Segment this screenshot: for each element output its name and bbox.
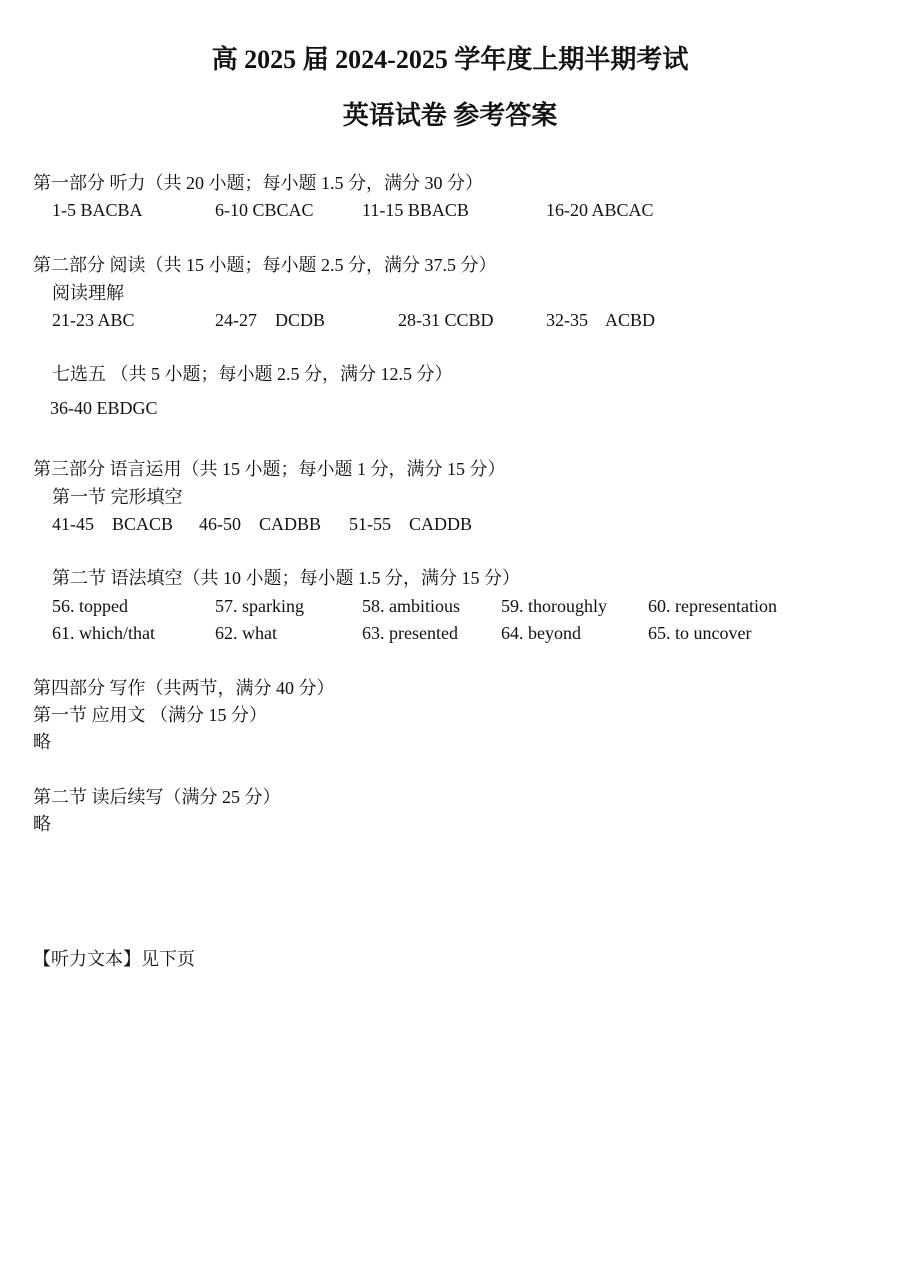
grammar-label: 第二节 语法填空（共 10 小题；每小题 1.5 分，满分 15 分） <box>52 568 520 588</box>
part4-heading: 第四部分 写作（共两节，满分 40 分） <box>33 678 335 698</box>
cloze-answer-1: 41-45 BCACB <box>52 514 174 534</box>
grammar-answer-63: 63. presented <box>362 623 458 643</box>
part1-answer-1: 1-5 BACBA <box>52 200 143 220</box>
cloze-answer-3: 51-55 CADDB <box>349 514 473 534</box>
seven-choose-five-answer: 36-40 EBDGC <box>50 398 158 418</box>
grammar-answer-64: 64. beyond <box>501 623 581 643</box>
grammar-answer-62: 62. what <box>215 623 277 643</box>
continuation-writing-label: 第二节 读后续写（满分 25 分） <box>33 787 281 807</box>
reading-answer-4: 32-35 ACBD <box>546 310 656 330</box>
grammar-answer-59: 59. thoroughly <box>501 596 607 616</box>
reading-answer-1: 21-23 ABC <box>52 310 135 330</box>
practical-writing-label: 第一节 应用文 （满分 15 分） <box>33 705 267 725</box>
part1-answer-3: 11-15 BBACB <box>362 200 469 220</box>
grammar-answer-58: 58. ambitious <box>362 596 460 616</box>
cloze-answer-2: 46-50 CADBB <box>199 514 322 534</box>
listening-text-note: 【听力文本】见下页 <box>33 949 195 969</box>
part1-answer-2: 6-10 CBCAC <box>215 200 314 220</box>
exam-title: 高 2025 届 2024-2025 学年度上期半期考试 <box>211 45 689 74</box>
grammar-answer-56: 56. topped <box>52 596 128 616</box>
grammar-answer-57: 57. sparking <box>215 596 304 616</box>
continuation-writing-answer: 略 <box>33 814 51 834</box>
cloze-label: 第一节 完形填空 <box>52 487 183 507</box>
seven-choose-five-heading: 七选五 （共 5 小题；每小题 2.5 分，满分 12.5 分） <box>52 364 453 384</box>
grammar-answer-61: 61. which/that <box>52 623 155 643</box>
reading-answer-3: 28-31 CCBD <box>398 310 494 330</box>
part3-heading: 第三部分 语言运用（共 15 小题；每小题 1 分，满分 15 分） <box>33 459 506 479</box>
part1-answer-4: 16-20 ABCAC <box>546 200 654 220</box>
exam-subtitle: 英语试卷 参考答案 <box>342 101 558 130</box>
part2-heading: 第二部分 阅读（共 15 小题；每小题 2.5 分，满分 37.5 分） <box>33 255 497 275</box>
part1-heading: 第一部分 听力（共 20 小题；每小题 1.5 分，满分 30 分） <box>33 173 483 193</box>
grammar-answer-60: 60. representation <box>648 596 777 616</box>
reading-label: 阅读理解 <box>52 283 124 303</box>
grammar-answer-65: 65. to uncover <box>648 623 752 643</box>
practical-writing-answer: 略 <box>33 732 51 752</box>
reading-answer-2: 24-27 DCDB <box>215 310 326 330</box>
